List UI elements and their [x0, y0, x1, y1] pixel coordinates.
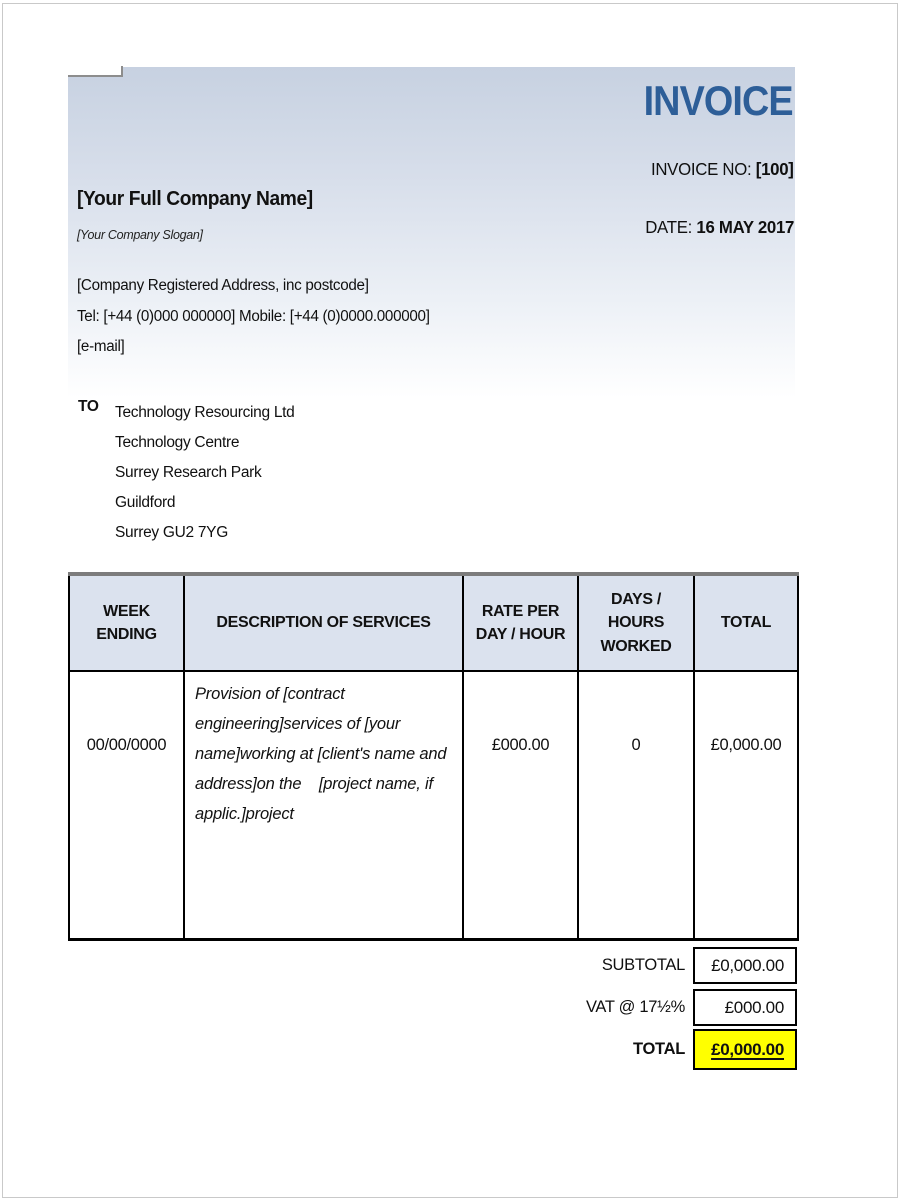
subtotal-value-box: [693, 947, 797, 984]
invoice-date-line: [645, 217, 794, 238]
invoice-number-label: INVOICE NO:: [651, 159, 752, 179]
invoice-number-value: [100]: [756, 159, 794, 179]
recipient-address-block: [115, 398, 294, 548]
total-value-box: [693, 1029, 797, 1070]
company-address-line: [Company Registered Address, inc postcode]: [77, 277, 369, 294]
cell-total: £0,000.00: [694, 671, 798, 939]
col-header-week-ending: WEEK ENDING: [69, 574, 184, 671]
recipient-address-line: Surrey GU2 7YG: [115, 524, 228, 541]
subtotal-label: SUBTOTAL: [601, 956, 685, 974]
recipient-address-line: Surrey Research Park: [115, 464, 262, 481]
cell-week-ending: 00/00/0000: [69, 671, 184, 939]
vat-value: £000.00: [724, 998, 784, 1017]
company-name: [Your Full Company Name]: [77, 188, 313, 210]
vat-value-box: [693, 989, 797, 1026]
table-row: [69, 671, 798, 939]
total-label: TOTAL: [633, 1040, 685, 1058]
cell-rate: £000.00: [463, 671, 578, 939]
total-value: £0,000.00: [711, 1040, 784, 1059]
recipient-address-line: Technology Centre: [115, 434, 240, 451]
col-header-rate: RATE PER DAY / HOUR: [463, 574, 578, 671]
invoice-number-line: [651, 159, 794, 180]
subtotal-value: £0,000.00: [711, 956, 784, 975]
date-value: 16 MAY 2017: [696, 217, 794, 237]
vat-label: VAT @ 17½%: [585, 998, 685, 1016]
company-phone-line: Tel: [+44 (0)000 000000] Mobile: [+44 (0)0000.000000]: [77, 307, 430, 325]
invoice-title: INVOICE: [643, 77, 793, 124]
date-label: DATE:: [645, 217, 692, 237]
header-corner-notch: [68, 66, 123, 77]
table-header-row: [69, 574, 798, 671]
company-slogan: [Your Company Slogan]: [77, 228, 203, 242]
cell-days-worked: 0: [578, 671, 694, 939]
col-header-description: DESCRIPTION OF SERVICES: [184, 574, 463, 671]
services-table: [68, 572, 799, 941]
company-email-line: [e-mail]: [77, 338, 125, 355]
cell-description: Provision of [contract engineering]services of [your name]working at [client's name and address]on the [project name, if applic.]project: [184, 671, 463, 939]
recipient-name: Technology Resourcing Ltd: [115, 404, 295, 421]
col-header-days-worked: DAYS / HOURS WORKED: [578, 574, 694, 671]
recipient-to-label: TO: [78, 398, 99, 415]
col-header-total: TOTAL: [694, 574, 798, 671]
recipient-address-line: Guildford: [115, 494, 176, 511]
company-address-block: [77, 271, 430, 363]
